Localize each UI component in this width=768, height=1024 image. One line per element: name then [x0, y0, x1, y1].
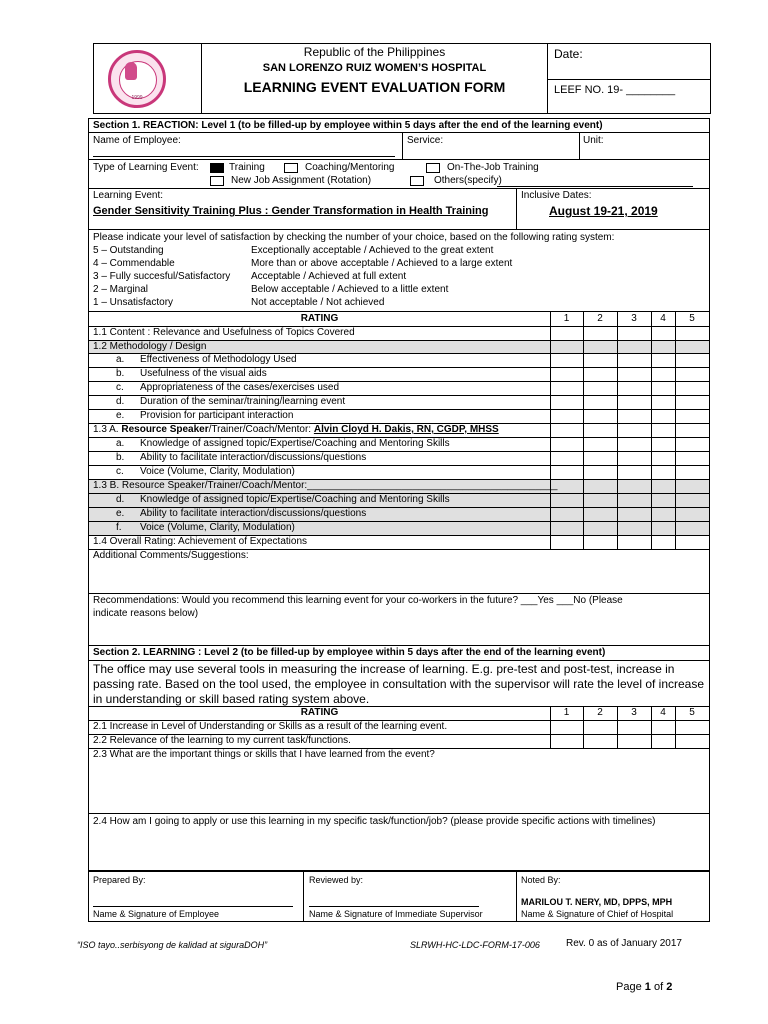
criteria-row: Ability to facilitate interaction/discussions/questions — [140, 508, 367, 519]
criteria-letter: b. — [116, 452, 125, 463]
page-number: Page 1 of 2 — [616, 981, 673, 993]
question-2-3: 2.3 What are the important things or skills that I have learned from the event? — [93, 749, 435, 760]
criteria-letter: b. — [116, 368, 125, 379]
header-box — [93, 43, 711, 114]
criteria-letter: f. — [116, 522, 122, 533]
scale-code-3: 3 – Fully succesful/Satisfactory — [93, 271, 231, 282]
event-value: Gender Sensitivity Training Plus : Gender Transformation in Health Training — [93, 205, 489, 217]
date-label: Date: — [554, 47, 583, 61]
chief-name: MARILOU T. NERY, MD, DPPS, MPH — [521, 897, 673, 907]
event-label: Learning Event: — [93, 190, 164, 201]
signature-box — [88, 870, 710, 922]
rating2-num-1: 1 — [563, 707, 570, 718]
criteria-row: Voice (Volume, Clarity, Modulation) — [140, 466, 295, 477]
rating-num-2: 2 — [597, 313, 603, 324]
logo-year: 1999 — [131, 95, 143, 101]
rating-num-5: 5 — [689, 313, 695, 324]
learning-row: 2.2 Relevance of the learning to my current task/functions. — [93, 735, 351, 746]
speaker-a-row: 1.3 A. Resource Speaker/Trainer/Coach/Mentor: Alvin Cloyd H. Dakis, RN, CGDP, MHSS — [93, 424, 499, 435]
scale-code-1: 1 – Unsatisfactory — [93, 297, 174, 308]
type-new-assignment: New Job Assignment (Rotation) — [231, 175, 372, 186]
prepared-label: Prepared By: — [93, 875, 146, 885]
rating-header: RATING — [300, 313, 339, 324]
criteria-row: 1.1 Content : Relevance and Usefulness of Topics Covered — [93, 327, 355, 338]
scale-code-5: 5 – Outstanding — [93, 245, 164, 256]
scale-desc-4: More than or above acceptable / Achieved to a large extent — [251, 258, 513, 269]
section2-para-1: The office may use several tools in measuring the increase of learning. E.g. pre-test and post-test, increase in — [93, 662, 675, 676]
checkbox-ojt[interactable] — [426, 163, 440, 173]
recommend-line2: indicate reasons below) — [93, 608, 199, 619]
rating-num-3: 3 — [631, 313, 637, 324]
header-hospital: SAN LORENZO RUIZ WOMEN’S HOSPITAL — [262, 62, 487, 74]
checkbox-others[interactable] — [410, 176, 424, 186]
dates-value: August 19-21, 2019 — [549, 204, 658, 218]
rating-num-1: 1 — [563, 313, 570, 324]
criteria-letter: d. — [116, 396, 125, 407]
header-republic: Republic of the Philippines — [303, 45, 446, 59]
criteria-letter: d. — [116, 494, 125, 505]
checkbox-training[interactable] — [210, 163, 224, 173]
criteria-row: Duration of the seminar/training/learning event — [140, 396, 346, 407]
rating2-num-2: 2 — [597, 707, 603, 718]
type-coaching: Coaching/Mentoring — [305, 162, 395, 173]
employee-signature-line[interactable] — [93, 906, 293, 907]
employee-line[interactable] — [93, 156, 395, 157]
scale-code-4: 4 – Commendable — [93, 258, 175, 269]
footer-motto: “ISO tayo..serbisyong de kalidad at siguraDOH” — [77, 940, 268, 950]
form-code: SLRWH-HC-LDC-FORM-17-006 — [410, 940, 540, 950]
learning-row: 2.1 Increase in Level of Understanding or Skills as a result of the learning event. — [93, 721, 448, 732]
criteria-letter: a. — [116, 354, 125, 365]
hospital-logo-icon — [108, 50, 166, 108]
employee-signature-caption: Name & Signature of Employee — [93, 909, 220, 919]
revision: Rev. 0 as of January 2017 — [566, 938, 682, 949]
rating-header-2: RATING — [300, 707, 339, 718]
leef-number: LEEF NO. 19- ________ — [554, 84, 676, 96]
dates-label: Inclusive Dates: — [521, 190, 592, 201]
supervisor-signature-line[interactable] — [309, 906, 479, 907]
section2-para-2: passing rate. Based on the tool used, the employee in consultation with the supervisor will rate the level of increase — [93, 677, 705, 691]
chief-signature-caption: Name & Signature of Chief of Hospital — [521, 909, 674, 919]
scale-desc-1: Not acceptable / Not achieved — [251, 297, 385, 308]
criteria-letter: e. — [116, 410, 125, 421]
type-others: Others(specify) — [434, 175, 502, 186]
checkbox-new-assignment[interactable] — [210, 176, 224, 186]
criteria-row: Knowledge of assigned topic/Expertise/Coaching and Mentoring Skills — [140, 438, 450, 449]
employee-label: Name of Employee: — [93, 135, 181, 146]
type-label: Type of Learning Event: — [93, 162, 199, 173]
rating2-num-4: 4 — [660, 707, 666, 718]
rating2-num-3: 3 — [631, 707, 637, 718]
rating-num-4: 4 — [660, 313, 666, 324]
speaker-b-row: 1.3 B. Resource Speaker/Trainer/Coach/Mentor:_____________________________________________ — [93, 480, 558, 491]
section2-para-3: in understanding or skill based rating system above. — [93, 692, 370, 706]
criteria-row: Appropriateness of the cases/exercises used — [140, 382, 339, 393]
criteria-row: 1.2 Methodology / Design — [93, 341, 207, 352]
criteria-row: Knowledge of assigned topic/Expertise/Coaching and Mentoring Skills — [140, 494, 450, 505]
scale-desc-2: Below acceptable / Achieved to a little extent — [251, 284, 449, 295]
scale-desc-3: Acceptable / Achieved at full extent — [251, 271, 407, 282]
section2-title: Section 2. LEARNING : Level 2 (to be filled-up by employee within 5 days after the end of the learning event) — [93, 647, 606, 658]
comments-label: Additional Comments/Suggestions: — [93, 550, 249, 561]
question-2-4: 2.4 How am I going to apply or use this learning in my specific task/function/job? (please provide specific actions with timelines) — [93, 816, 656, 827]
noted-label: Noted By: — [521, 875, 561, 885]
criteria-row: Effectiveness of Methodology Used — [140, 354, 297, 365]
speaker-a-name: Alvin Cloyd H. Dakis, RN, CGDP, MHSS — [313, 424, 499, 435]
evaluation-form — [88, 118, 710, 872]
criteria-letter: c. — [116, 382, 124, 393]
form-title: LEARNING EVENT EVALUATION FORM — [243, 79, 506, 95]
others-line[interactable] — [497, 186, 693, 187]
criteria-row: Usefulness of the visual aids — [140, 368, 267, 379]
rating-instruction: Please indicate your level of satisfaction by checking the number of your choice, based on the following rating system: — [93, 232, 615, 243]
service-label: Service: — [407, 135, 444, 146]
supervisor-signature-caption: Name & Signature of Immediate Supervisor — [309, 909, 483, 919]
criteria-row: Voice (Volume, Clarity, Modulation) — [140, 522, 295, 533]
rating2-num-5: 5 — [689, 707, 695, 718]
recommend-line1: Recommendations: Would you recommend this learning event for your co-workers in the future? ___Yes ___No (Please — [93, 595, 623, 606]
type-ojt: On-The-Job Training — [447, 162, 539, 173]
reviewed-label: Reviewed by: — [309, 875, 364, 885]
scale-code-2: 2 – Marginal — [93, 284, 149, 295]
criteria-letter: c. — [116, 466, 124, 477]
checkbox-coaching[interactable] — [284, 163, 298, 173]
section1-title: Section 1. REACTION: Level 1 (to be filled-up by employee within 5 days after the end of the learning event) — [93, 120, 603, 131]
criteria-row: Ability to facilitate interaction/discussions/questions — [140, 452, 367, 463]
type-training: Training — [229, 162, 265, 173]
criteria-letter: e. — [116, 508, 125, 519]
criteria-row: 1.4 Overall Rating: Achievement of Expectations — [93, 536, 308, 547]
criteria-row: Provision for participant interaction — [140, 410, 294, 421]
unit-label: Unit: — [583, 135, 604, 146]
criteria-letter: a. — [116, 438, 125, 449]
scale-desc-5: Exceptionally acceptable / Achieved to the great extent — [251, 245, 494, 256]
